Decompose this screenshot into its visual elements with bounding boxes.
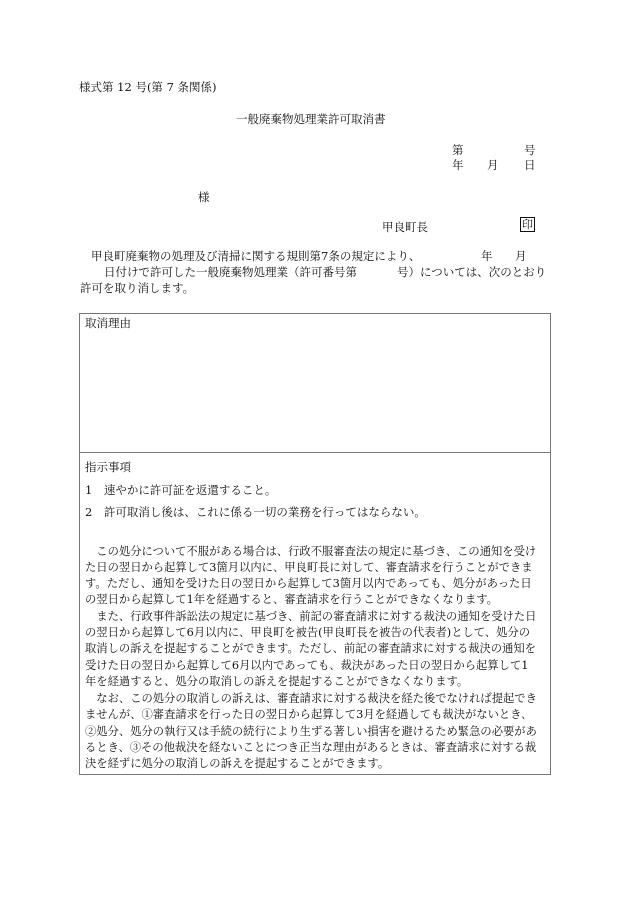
date-year-label: 年 (452, 158, 464, 172)
form-number: 様式第 12 号(第 7 条関係) (79, 80, 217, 94)
document-title: 一般廃棄物処理業許可取消書 (236, 112, 386, 126)
instruction-item: 1 速やかに許可証を返還すること。 (85, 483, 277, 497)
intro-line-3: 許可を取り消します。 (80, 281, 195, 295)
notice-line: また、行政事件訴訟法の規定に基づき、前記の審査請求に対する裁決の通知を受けた日 (85, 610, 537, 623)
date-month-label: 月 (487, 158, 499, 172)
notice-line: るとき、③その他裁決を経ないことにつき正当な理由があるときは、審査請求に対する裁 (85, 741, 537, 754)
notice-line: た日の翌日から起算して3箇月以内に、甲良町長に対して、審査請求を行うことができま (85, 561, 533, 574)
notice-line: ②処分、処分の執行又は手続の続行により生ずる著しい損害を避けるため緊急の必要があ (85, 725, 537, 738)
notice-line: の翌日から起算して1年を経過すると、審査請求を行うことができなくなります。 (85, 593, 498, 606)
notice-line: 年を経過すると、処分の取消しの訴えを提起することができなくなります。 (85, 675, 469, 688)
instructions-label: 指示事項 (85, 460, 131, 474)
content-box (79, 313, 551, 775)
notice-line: ませんが、①審査請求を行った日の翌日から起算して3月を経過しても裁決がないとき、 (85, 708, 533, 721)
notice-line: 取消しの訴えを提起することができます。ただし、前記の審査請求に対する裁決の通知を (85, 642, 536, 655)
intro-line-2a: 日付けで許可した一般廃棄物処理業（許可番号第 (104, 265, 357, 279)
number-suffix: 号 (524, 143, 536, 157)
date-day-label: 日 (524, 158, 536, 172)
notice-line: この処分について不服がある場合は、行政不服審査法の規定に基づき、この通知を受け (85, 545, 537, 558)
intro-month-label: 月 (515, 249, 527, 263)
intro-year-label: 年 (481, 249, 493, 263)
seal-mark: 印 (522, 218, 533, 231)
notice-line: 受けた日の翌日から起算して6月以内であっても、裁決があった日の翌日から起算して1 (85, 659, 529, 672)
reason-label: 取消理由 (85, 316, 131, 330)
box-divider (79, 452, 551, 453)
number-prefix: 第 (452, 143, 464, 157)
notice-line: す。ただし、通知を受けた日の翌日から起算して3箇月以内であっても、処分があった日 (85, 577, 532, 590)
notice-line: の翌日から起算して6月以内に、甲良町を被告(甲良町長を被告の代表者)として、処分の (85, 626, 531, 639)
notice-line: 決を経ずに処分の取消しの訴えを提起することができます。 (85, 757, 390, 770)
intro-line-2b: 号）については、次のとおり (397, 265, 547, 279)
instruction-item: 2 許可取消し後は、これに係る一切の業務を行ってはならない。 (85, 505, 426, 519)
issuer-name: 甲良町長 (382, 220, 428, 234)
addressee-honorific: 様 (198, 190, 210, 204)
intro-line-1: 甲良町廃棄物の処理及び清掃に関する規則第7条の規定により、 (91, 249, 421, 263)
notice-line: なお、この処分の取消しの訴えは、審査請求に対する裁決を経た後でなければ提起でき (85, 692, 537, 705)
